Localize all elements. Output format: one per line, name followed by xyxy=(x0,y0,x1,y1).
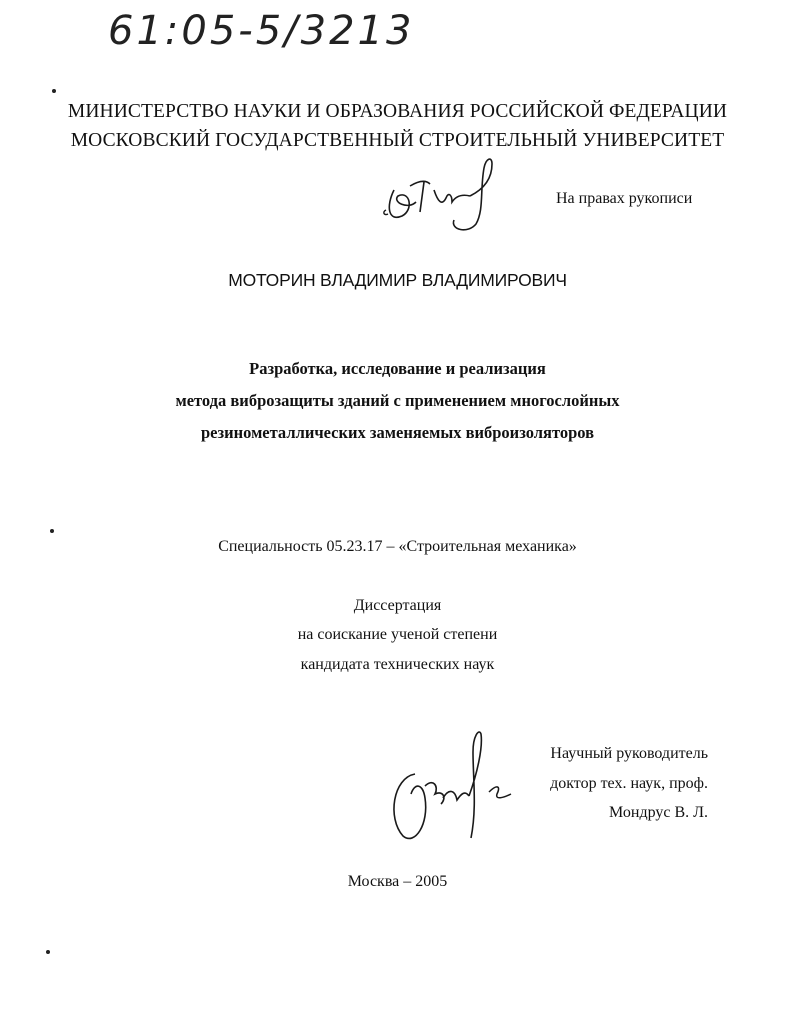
manuscript-rights: На правах рукописи xyxy=(556,190,693,207)
title-line-3: резинометаллических заменяемых виброизоляторов xyxy=(200,423,595,442)
city-year: Москва – 2005 xyxy=(347,873,448,890)
title-line-1: Разработка, исследование и реализация xyxy=(249,359,546,378)
degree-line-1: Диссертация xyxy=(353,597,442,614)
author-signature xyxy=(380,150,510,240)
scan-speck xyxy=(50,529,54,533)
ministry-line-1: МИНИСТЕРСТВО НАУКИ И ОБРАЗОВАНИЯ РОССИЙСКОЙ ФЕДЕРАЦИИ xyxy=(67,101,728,122)
advisor-signature xyxy=(385,728,525,848)
scan-speck xyxy=(46,950,50,954)
ministry-line-2: МОСКОВСКИЙ ГОСУДАРСТВЕННЫЙ СТРОИТЕЛЬНЫЙ УНИВЕРСИТЕТ xyxy=(70,130,725,151)
advisor-name: Мондрус В. Л. xyxy=(609,804,708,821)
degree-line-3: кандидата технических наук xyxy=(300,656,495,673)
degree-line-2: на соискание ученой степени xyxy=(297,626,498,643)
specialty: Специальность 05.23.17 – «Строительная механика» xyxy=(218,538,577,555)
handwritten-catalog-number: 61:05-5/3213 xyxy=(108,8,415,54)
author-name: МОТОРИН ВЛАДИМИР ВЛАДИМИРОВИЧ xyxy=(228,270,567,290)
scan-speck xyxy=(52,89,56,93)
title-line-2: метода виброзащиты зданий с применением многослойных xyxy=(175,391,620,410)
advisor-degree: доктор тех. наук, проф. xyxy=(550,775,708,792)
advisor-title: Научный руководитель xyxy=(550,745,708,762)
